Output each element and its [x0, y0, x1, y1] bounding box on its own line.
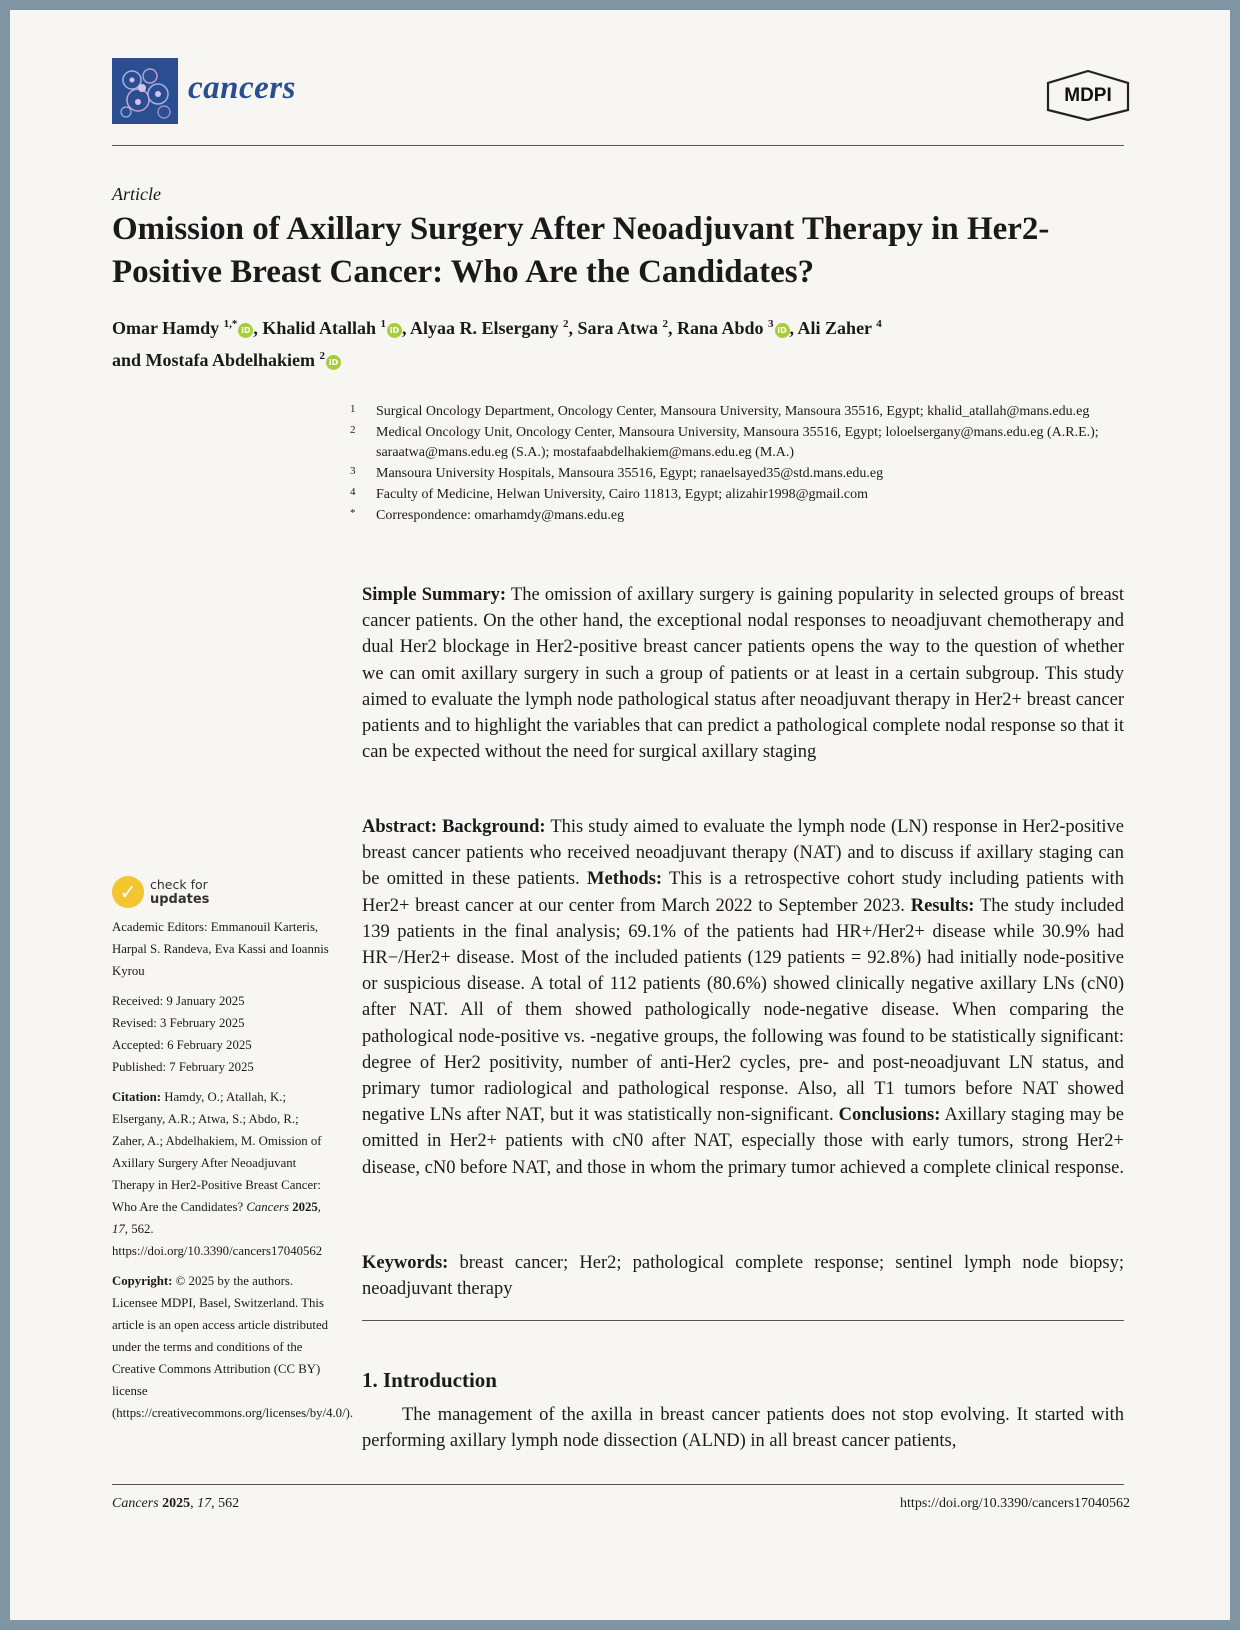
affiliation-item — [350, 506, 1130, 526]
affiliation-item — [350, 423, 1130, 463]
author-list: Omar Hamdy $^{1,*}$iD , Khalid Atallah $^1$iD , Alyaa R. Elsergany $^2$, Sara Atwa $^2$, Rana Abdo $^3$iD , Ali Zaher $^4$ and Mostafa Abdelhakiem $^2$iD — [112, 318, 882, 370]
author-affiliation-mark: 2 — [319, 350, 326, 362]
author-affiliation-mark: 2 — [662, 318, 668, 330]
affiliation-number: 1 — [350, 403, 356, 415]
check-for-updates-text — [150, 878, 209, 907]
orcid-icon[interactable]: iD — [326, 355, 341, 370]
mdpi-logo — [1043, 68, 1133, 122]
author-affiliation-mark: 1 — [380, 318, 386, 330]
affiliation-number: 4 — [350, 486, 356, 498]
revised-date: Revised: 3 February 2025 — [112, 1016, 245, 1030]
article-page — [10, 10, 1230, 1620]
cancers-journal-logo — [112, 58, 178, 124]
author-name: Rana Abdo — [676, 318, 764, 338]
orcid-icon[interactable]: iD — [387, 323, 402, 338]
keywords-label: Keywords: — [362, 1253, 449, 1273]
abstract-label: Abstract: — [362, 817, 438, 837]
abstract-methods: This is a retrospective cohort study including patients with Her2+ breast cancer at our center from March 2022 to September 2023. — [362, 869, 1125, 916]
author-name: Ali Zaher — [797, 318, 872, 338]
author-affiliation-mark: 2 — [562, 318, 569, 330]
affiliation-item — [350, 485, 1130, 505]
citation-rest[interactable]: , 562. https://doi.org/10.3390/cancers17040562 — [112, 1222, 323, 1258]
author-affiliation-mark: 3 — [768, 318, 774, 330]
copyright-text: © 2025 by the authors. Licensee MDPI, Basel, Switzerland. This article is an open access article distributed under the terms and conditions of the Creative Commons Attribution (CC BY) license (https://creativecommons.org/licenses/by/4.0/). — [112, 1274, 354, 1420]
simple-summary-label: Simple Summary: — [362, 585, 506, 605]
citation-label: Citation: — [112, 1090, 162, 1104]
affiliation-text: Medical Oncology Unit, Oncology Center, Mansoura University, Mansoura 35516, Egypt; loloelsergany@mans.edu.eg (A.R.E.); saraatwa@mans.edu.eg (S.A.); mostafaabdelhakiem@mans.edu.eg (M.A.) — [376, 425, 1099, 460]
received-date: Received: 9 January 2025 — [112, 994, 245, 1008]
keywords-text: breast cancer; Her2; pathological complete response; sentinel lymph node biopsy; neoadjuvant therapy — [362, 1253, 1125, 1300]
author-affiliation-mark: 4 — [876, 318, 882, 330]
footer-doi-link[interactable]: https://doi.org/10.3390/cancers17040562 — [900, 1496, 1130, 1511]
author-name: Alyaa R. Elsergany — [409, 318, 559, 338]
abstract-background-label: Background: — [442, 817, 546, 837]
affiliation-text: Faculty of Medicine, Helwan University, Cairo 11813, Egypt; alizahir1998@gmail.com — [376, 487, 869, 502]
author-affiliation-mark: 1,* — [223, 318, 238, 330]
author-name: Omar Hamdy — [112, 318, 220, 338]
header-divider — [112, 145, 1124, 146]
abstract-conclusions: Axillary staging may be omitted in Her2+ patients with cN0 after NAT, especially those with early tumors, strong Her2+ disease, cN0 before NAT, and those in whom the primary tumor achieved a complete clinical response. — [362, 1105, 1125, 1178]
affiliation-text: Correspondence: omarhamdy@mans.edu.eg — [376, 508, 625, 523]
affiliation-item — [350, 464, 1130, 484]
keywords — [362, 1250, 1124, 1302]
affiliation-number: 2 — [350, 424, 356, 436]
author-name: Mostafa Abdelhakiem — [145, 350, 316, 370]
citation-journal: Cancers — [246, 1200, 289, 1214]
affiliation-text: Surgical Oncology Department, Oncology Center, Mansoura University, Mansoura 35516, Egypt; khalid_atallah@mans.edu.eg — [376, 404, 1090, 419]
article-type: Article — [112, 184, 161, 204]
citation-text: Hamdy, O.; Atallah, K.; Elsergany, A.R.; Atwa, S.; Abdo, R.; Zaher, A.; Abdelhakiem, M. Omission of Axillary Surgery After Neoadjuvant Therapy in Her2-Positive Breast Cancer: Who Are the Candidates? — [112, 1090, 322, 1214]
footer-year: 2025 — [162, 1496, 191, 1511]
citation-year: 2025 — [292, 1200, 318, 1214]
academic-editors-label: Academic Editors: — [112, 920, 208, 934]
affiliation-number: 3 — [350, 465, 356, 477]
orcid-icon[interactable]: iD — [775, 323, 790, 338]
checkmark-icon: ✓ — [112, 876, 144, 908]
abstract-results-label: Results: — [910, 895, 975, 916]
article-info-sidebar — [112, 916, 354, 1432]
abstract-divider — [362, 1320, 1124, 1321]
footer-divider — [112, 1484, 1124, 1485]
author-name: Sara Atwa — [577, 318, 658, 338]
copyright — [112, 1270, 354, 1424]
simple-summary — [362, 582, 1124, 765]
affiliation-number: * — [350, 507, 356, 519]
academic-editors — [112, 916, 334, 982]
affiliation-list — [350, 402, 1130, 527]
footer-citation: Cancers 2025, 17, 562 — [112, 1496, 240, 1511]
check-for-updates-badge[interactable] — [112, 876, 209, 908]
abstract-results: The study included 139 patients in the final analysis; 69.1% of the patients had HR+/Her2+ disease while 30.9% had HR−/Her2+ disease. Most of the included patients (129 patients = 92.8%) had initially node-positive or suspicious disease. A total of 112 patients (80.6%) showed clinically negative axillary LNs (cN0) after NAT. All of them showed pathologically node-negative disease. When comparing the pathological node-positive vs. -negative groups, the following was found to be statistically significant: degree of Her2 positivity, number of anti-Her2 cycles, pre- and post-neoadjuvant LN status, and primary tumor radiological and pathological response. Also, all T1 tumors before NAT showed negative LNs after NAT, but it was statistically non-significant. — [362, 895, 1125, 1126]
footer-article-number: , 562 — [211, 1496, 240, 1511]
orcid-icon[interactable]: iD — [238, 323, 253, 338]
simple-summary-text: The omission of axillary surgery is gaining popularity in selected groups of breast cancer patients. On the other hand, the exceptional nodal responses to neoadjuvant chemotherapy and dual Her2 blockage in Her2-positive breast cancer patients opens the way to the question of whether we can omit axillary surgery in such a group of patients or at least in a certain subgroup. This study aimed to evaluate the lymph node pathological status after neoadjuvant therapy in Her2+ breast cancer patients and to highlight the variables that can predict a pathological complete nodal response so that it can be expected without the need for surgical axillary staging — [362, 585, 1125, 763]
author-conjunction: and — [112, 350, 142, 370]
abstract-conclusions-label: Conclusions: — [838, 1105, 941, 1126]
journal-name: cancers — [188, 70, 296, 106]
abstract-background: This study aimed to evaluate the lymph node (LN) response in Her2-positive breast cancer patients who received neoadjuvant therapy (NAT) and to discuss if axillary staging can be omitted in these patients. — [362, 817, 1125, 890]
mdpi-logo-text: MDPI — [1064, 85, 1112, 106]
footer-journal-name: Cancers — [112, 1496, 159, 1511]
affiliation-item — [350, 402, 1130, 422]
article-title: Omission of Axillary Surgery After Neoadjuvant Therapy in Her2-Positive Breast Cancer: Who Are the Candidates? — [112, 211, 1050, 290]
copyright-label: Copyright: — [112, 1274, 173, 1288]
published-date: Published: 7 February 2025 — [112, 1060, 254, 1074]
accepted-date: Accepted: 6 February 2025 — [112, 1038, 252, 1052]
author-name: Khalid Atallah — [262, 318, 376, 338]
citation-volume: 17 — [112, 1222, 125, 1236]
footer-volume: 17 — [197, 1496, 212, 1511]
check-for-updates-line2: updates — [150, 891, 210, 907]
section-heading-introduction: 1. Introduction — [362, 1368, 497, 1392]
affiliation-text: Mansoura University Hospitals, Mansoura 35516, Egypt; ranaelsayed35@std.mans.edu.eg — [376, 466, 884, 481]
introduction-text: The management of the axilla in breast cancer patients does not stop evolving. It started with performing axillary lymph node dissection (ALND) in all breast cancer patients, — [362, 1405, 1124, 1452]
abstract-methods-label: Methods: — [587, 869, 663, 890]
publication-dates — [112, 990, 334, 1078]
academic-editors-names: Emmanouil Karteris, Harpal S. Randeva, Eva Kassi and Ioannis Kyrou — [112, 920, 329, 978]
citation: Citation: Hamdy, O.; Atallah, K.; Elsergany, A.R.; Atwa, S.; Abdo, R.; Zaher, A.; Abdelhakiem, M. Omission of Axillary Surgery After Neoadjuvant Therapy in Her2-Positive Breast Cancer: Who Are the Candidates? Cancers 2025, 17, 562. https://doi.org/10.3390/cancers17040562 — [112, 1090, 323, 1258]
abstract — [362, 814, 1124, 1181]
check-for-updates-line1: check for — [150, 876, 208, 892]
